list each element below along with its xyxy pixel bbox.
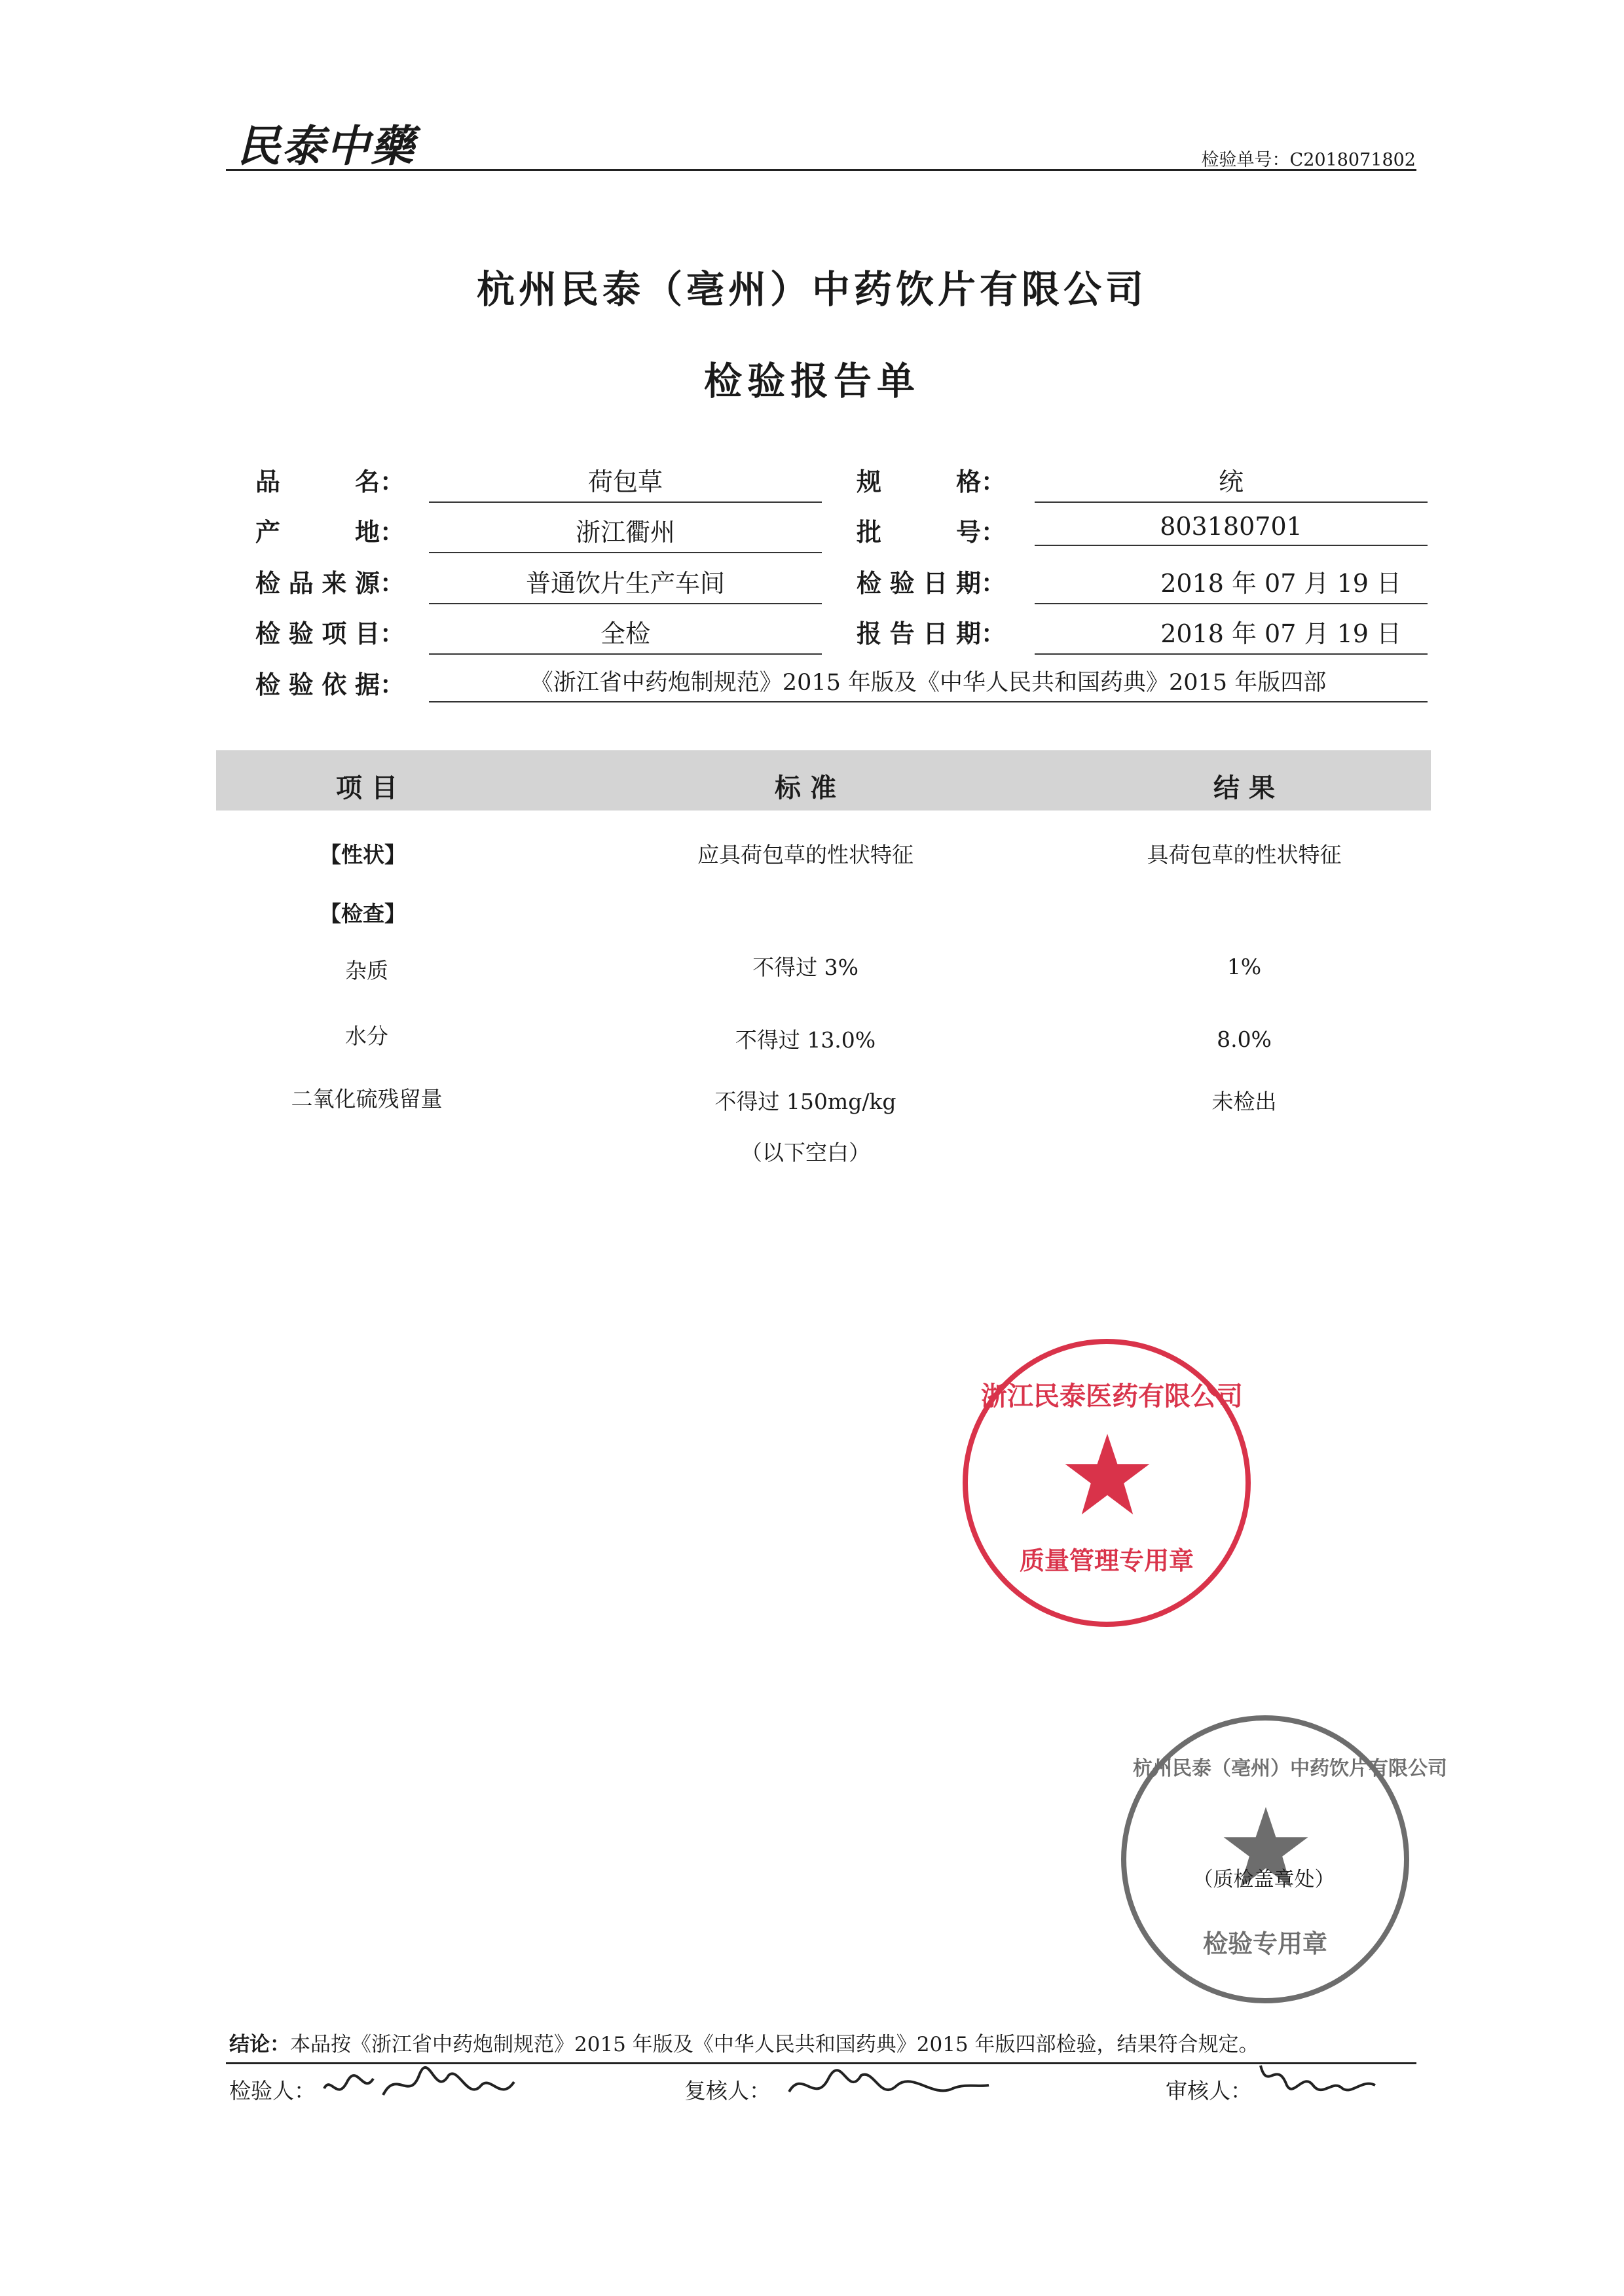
row-moisture-item: 水分 [345, 1023, 388, 1049]
header-divider [226, 169, 1416, 171]
row-impurity-result: 1% [1227, 954, 1262, 979]
report-title: 检验报告单 [703, 359, 920, 403]
field-value-inspection-item: 全检 [429, 613, 822, 655]
company-title: 杭州民泰（亳州）中药饮片有限公司 [476, 267, 1147, 312]
row-impurity-item: 杂质 [345, 958, 388, 983]
column-header-result: 结 果 [1213, 773, 1275, 803]
section-check: 【检查】 [320, 901, 406, 926]
row-moisture-standard: 不得过 13.0% [735, 1027, 876, 1053]
field-value-batch-no: 803180701 [1035, 512, 1428, 546]
reviewer-label: 复核人： [684, 2078, 771, 2104]
field-value-sample-source: 普通饮片生产车间 [429, 563, 822, 604]
inspection-stamp-bottom-text: 检验专用章 [1202, 1929, 1327, 1958]
conclusion: 结论：本品按《浙江省中药炮制规范》2015 年版及《中华人民共和国药典》2015 年版四部检验，结果符合规定。 [229, 2033, 1259, 2056]
quality-stamp [963, 1339, 1251, 1627]
field-value-report-date: 2018 年 07 月 19 日 [1035, 613, 1428, 655]
stamp-star-icon [1061, 1429, 1153, 1521]
inspection-stamp-top-text: 杭州民泰（亳州）中药饮片有限公司 [1133, 1757, 1447, 1780]
approver-signature [1254, 2052, 1385, 2111]
row-so2-result: 未检出 [1211, 1089, 1277, 1114]
field-label-specification: 规 格： [857, 467, 1006, 496]
field-label-batch-no: 批 号： [857, 517, 1006, 547]
field-label-origin: 产 地： [255, 517, 405, 547]
inspector-signature [318, 2056, 553, 2115]
field-label-inspection-item: 检验项目： [255, 619, 405, 648]
quality-stamp-bottom-text: 质量管理专用章 [1019, 1546, 1194, 1575]
report-number: 检验单号：C2018071802 [1201, 150, 1416, 170]
field-label-basis: 检验依据： [255, 670, 405, 699]
blank-note: （以下空白） [741, 1140, 870, 1165]
stamp-placeholder: （质检盖章处） [1192, 1868, 1335, 1891]
field-label-report-date: 报告日期： [857, 619, 1006, 648]
appearance-standard: 应具荷包草的性状特征 [697, 842, 913, 867]
reviewer-signature [783, 2056, 992, 2115]
row-so2-item: 二氧化硫残留量 [291, 1086, 443, 1112]
inspection-stamp [1121, 1715, 1447, 2003]
row-so2-standard: 不得过 150mg/kg [714, 1089, 896, 1114]
column-header-standard: 标 准 [775, 773, 836, 803]
column-header-item: 项 目 [336, 773, 397, 803]
company-logo: 民泰中藥 [237, 120, 415, 172]
appearance-result: 具荷包草的性状特征 [1147, 842, 1342, 867]
quality-stamp-top-text: 浙江民泰医药有限公司 [981, 1381, 1243, 1412]
row-impurity-standard: 不得过 3% [752, 955, 858, 980]
field-value-origin: 浙江衢州 [429, 512, 822, 553]
field-value-specification: 统 [1035, 462, 1428, 503]
inspector-label: 检验人： [229, 2078, 316, 2104]
field-label-sample-source: 检品来源： [255, 568, 405, 598]
section-appearance: 【性状】 [320, 842, 406, 867]
field-label-inspection-date: 检验日期： [857, 568, 1006, 598]
field-value-basis: 《浙江省中药炮制规范》2015 年版及《中华人民共和国药典》2015 年版四部 [429, 665, 1428, 702]
row-moisture-result: 8.0% [1217, 1027, 1272, 1052]
approver-label: 审核人： [1166, 2078, 1252, 2104]
field-value-inspection-date: 2018 年 07 月 19 日 [1035, 563, 1428, 604]
field-value-product-name: 荷包草 [429, 462, 822, 503]
field-label-product-name: 品 名： [255, 467, 405, 496]
